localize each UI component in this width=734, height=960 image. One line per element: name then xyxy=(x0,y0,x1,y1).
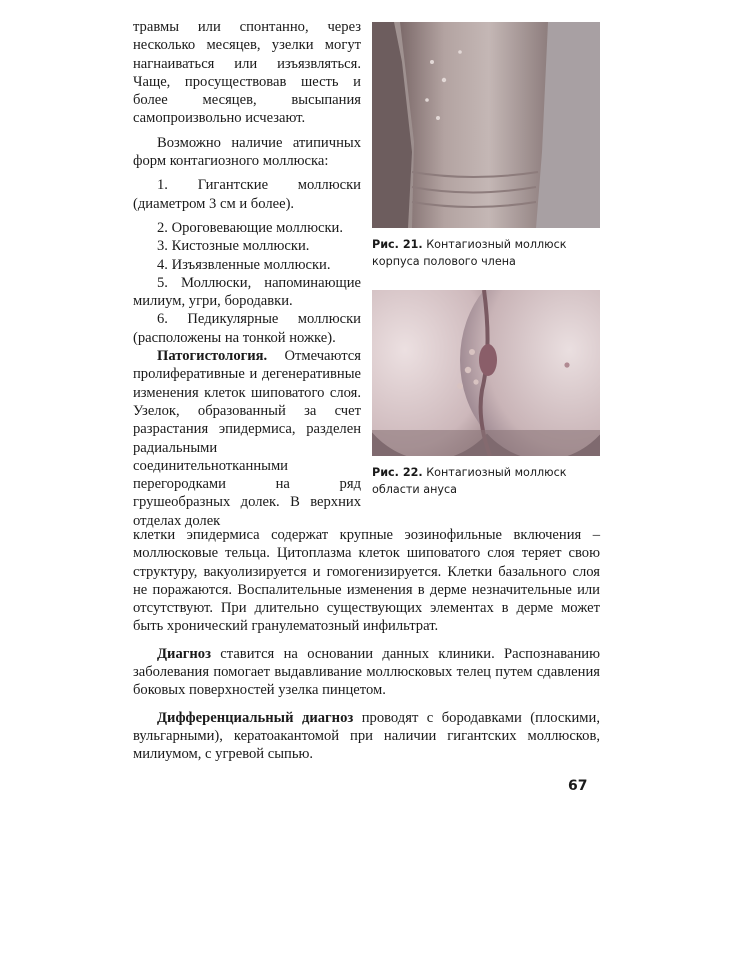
figure-22-caption xyxy=(372,464,600,498)
figure-22-label: Рис. 22. xyxy=(372,466,423,479)
paragraph-course: травмы или спонтанно, через несколько месяцев, узелки могут нагнаиваться или изъязвляться. Чаще, просуществовав шесть и более месяцев, высыпания самопроизвольно исчезают. xyxy=(133,19,361,127)
figure-21-caption-text: Контагиозный моллюск корпуса полового члена xyxy=(372,238,567,268)
pathohistology-text: Отмечаются пролиферативные и дегенеративные изменения клеток шиповатого слоя. Узелок, образованный за счет разрастания эпидермиса, разделен радиальными соединительнотканными перегородками на ряд грушеобразных долек. В верхних отделах долек xyxy=(133,348,361,529)
list-item-pedicular: 6. Педикулярные моллюски (расположены на тонкой ножке). xyxy=(133,311,361,346)
figure-21 xyxy=(372,22,600,270)
list-item-milium-like: 5. Моллюски, напоминающие милиум, угри, бородавки. xyxy=(133,274,361,310)
paragraph-diagnosis xyxy=(133,645,600,700)
list-item-keratinizing: 2. Ороговевающие моллюски. xyxy=(157,219,344,236)
diagnosis-text: ставится на основании данных клиники. Распознаванию заболевания помогает выдавливание моллюсковых телец путем сдавления боковых поверхностей узелка пинцетом. xyxy=(133,645,600,699)
list-item-giant: 1. Гигантские моллюски (диаметром 3 см и более). xyxy=(133,177,361,212)
figure-21-photo xyxy=(372,22,600,228)
list-item-cystic: 3. Кистозные моллюски. xyxy=(157,238,310,255)
paragraph-atypical-forms: Возможно наличие атипичных форм контагиозного моллюска: xyxy=(133,134,361,170)
diagnosis-heading: Диагноз xyxy=(157,645,211,662)
figure-21-label: Рис. 21. xyxy=(372,238,423,251)
page-number: 67 xyxy=(568,778,588,794)
full-width-text xyxy=(133,526,600,764)
figure-21-caption xyxy=(372,236,600,270)
left-text-column xyxy=(133,18,361,530)
paragraph-differential-diagnosis xyxy=(133,709,600,764)
pathohistology-heading: Патогистология. xyxy=(157,348,268,365)
figure-22-caption-text: Контагиозный моллюск области ануса xyxy=(372,466,567,496)
list-item-ulcerated: 4. Изъязвленные моллюски. xyxy=(157,256,331,273)
differential-diagnosis-text: проводят с бородавками (плоскими, вульгарными), кератоакантомой при наличии гигантских моллюсков, милиумом, с угревой сыпью. xyxy=(133,709,600,763)
paragraph-pathohistology-continued: клетки эпидермиса содержат крупные эозинофильные включения – моллюсковые тельца. Цитоплазма клеток шиповатого слоя теряет свою структуру, вакуолизируется и гомогенизируется. Клетки базального слоя не поражаются. Воспалительные изменения в дерме незначительные или отсутствуют. При длительно существующих элементах в дерме может быть хронический гранулематозный инфильтрат. xyxy=(133,527,600,635)
figure-22-photo xyxy=(372,290,600,456)
differential-diagnosis-heading: Дифференциальный диагноз xyxy=(157,709,354,726)
figure-22 xyxy=(372,290,600,498)
paragraph-pathohistology xyxy=(133,347,361,530)
